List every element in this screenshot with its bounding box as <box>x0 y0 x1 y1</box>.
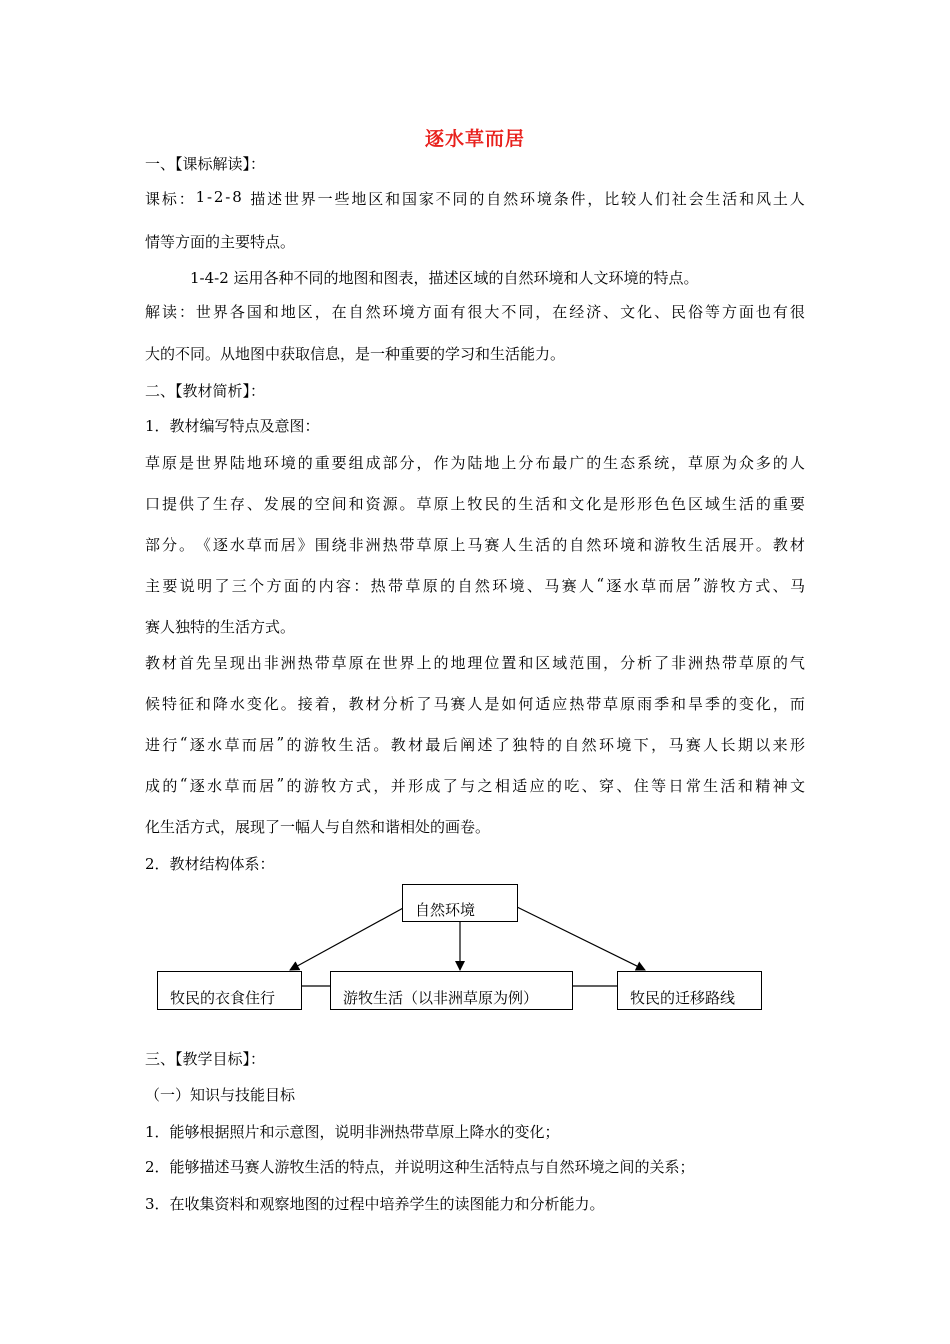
list-item: 2．能够描述马赛人游牧生活的特点，并说明这种生活特点与自然环境之间的关系； <box>145 1158 695 1176</box>
node-natural-environment <box>402 884 518 922</box>
section-heading: 一、【课标解读】： <box>145 155 266 173</box>
paragraph-line: 口 提 供 了 生 存 、 发 展 的 空 间 和 资 源 。 草 原 上 牧 民 的 生 活 和 文 化 是 形 形 色 色 区 域 生 活 的 重 要 <box>145 495 805 513</box>
paragraph-line: 进 行 “ 逐 水 草 而 居 ” 的 游 牧 生 活 。 教 材 最 后 阐 述 了 独 特 的 自 然 环 境 下 ， 马 赛 人 长 期 以 来 形 <box>145 734 805 754</box>
node-label: 牧民的衣食住行 <box>170 989 276 1007</box>
paragraph-line: 教 材 首 先 呈 现 出 非 洲 热 带 草 原 在 世 界 上 的 地 理 位 置 和 区 域 范 围 ， 分 析 了 非 洲 热 带 草 原 的 气 <box>145 654 805 672</box>
paragraph-line: 大的不同。从地图中获取信息，是一种重要的学习和生活能力。 <box>145 345 566 363</box>
list-item: 1．能够根据照片和示意图，说明非洲热带草原上降水的变化； <box>145 1123 560 1141</box>
paragraph-line: 部 分 。 《 逐 水 草 而 居 》 围 绕 非 洲 热 带 草 原 上 马 赛 人 生 活 的 自 然 环 境 和 游 牧 生 活 展 开 。 教 材 <box>145 536 805 554</box>
node-migration-route <box>617 971 762 1010</box>
list-item: 3．在收集资料和观察地图的过程中培养学生的读图能力和分析能力。 <box>145 1195 605 1213</box>
arrow-to-left <box>290 907 405 970</box>
paragraph-line: 情等方面的主要特点。 <box>145 233 296 251</box>
section-heading: 三、【教学目标】： <box>145 1050 266 1068</box>
paragraph-line: 成 的 “ 逐 水 草 而 居 ” 的 游 牧 方 式 ， 并 形 成 了 与 之 相 适 应 的 吃 、 穿 、 住 等 日 常 生 活 和 精 神 文 <box>145 775 805 795</box>
node-label: 牧民的迁移路线 <box>630 989 736 1007</box>
node-label: 游牧生活（以非洲草原为例） <box>343 989 539 1007</box>
subheading: （一）知识与技能目标 <box>145 1086 296 1104</box>
paragraph-line: 主 要 说 明 了 三 个 方 面 的 内 容 ： 热 带 草 原 的 自 然 环 境 、 马 赛 人 “ 逐 水 草 而 居 ” 游 牧 方 式 、 马 <box>145 575 805 595</box>
paragraph-line: 解 读 ： 世 界 各 国 和 地 区 ， 在 自 然 环 境 方 面 有 很 大 不 同 ， 在 经 济 、 文 化 、 民 俗 等 方 面 也 有 很 <box>145 303 805 321</box>
page-title: 逐水草而居 <box>424 128 525 150</box>
section-heading: 二、【教材简析】： <box>145 382 266 400</box>
subheading: 1．教材编写特点及意图： <box>145 417 320 435</box>
node-daily-life <box>157 971 302 1010</box>
paragraph-line: 候 特 征 和 降 水 变 化 。 接 着 ， 教 材 分 析 了 马 赛 人 是 如 何 适 应 热 带 草 原 雨 季 和 旱 季 的 变 化 ， 而 <box>145 695 805 713</box>
paragraph-line: 赛人独特的生活方式。 <box>145 618 296 636</box>
paragraph-line: 草 原 是 世 界 陆 地 环 境 的 重 要 组 成 部 分 ， 作 为 陆 地 上 分 布 最 广 的 生 态 系 统 ， 草 原 为 众 多 的 人 <box>145 454 805 472</box>
paragraph-line: 1-4-2 运用各种不同的地图和图表，描述区域的自然环境和人文环境的特点。 <box>190 269 699 287</box>
node-label: 自然环境 <box>415 901 476 919</box>
node-nomadic-life <box>330 971 573 1010</box>
arrow-to-right <box>517 907 645 970</box>
subheading: 2．教材结构体系： <box>145 855 275 873</box>
paragraph-line: 化生活方式，展现了一幅人与自然和谐相处的画卷。 <box>145 818 491 836</box>
paragraph-line: 课 标 ： 1 - 2 - 8 描 述 世 界 一 些 地 区 和 国 家 不 同 的 自 然 环 境 条 件 ， 比 较 人 们 社 会 生 活 和 风 土 人 <box>145 188 805 208</box>
